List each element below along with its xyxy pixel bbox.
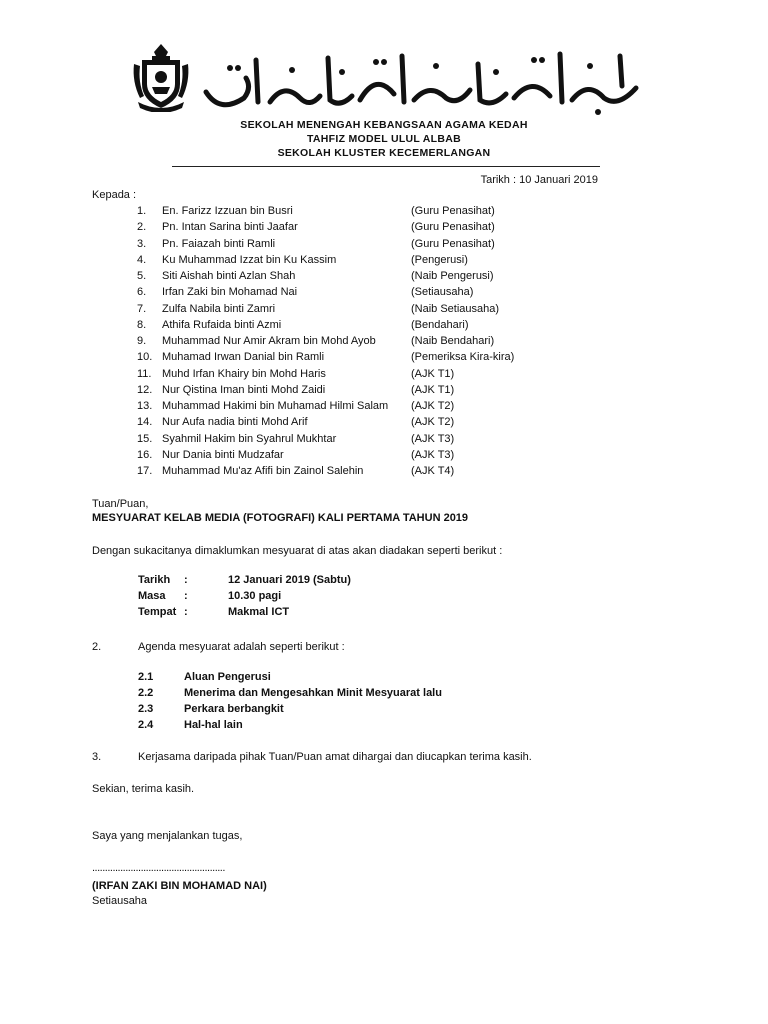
recipient-row xyxy=(92,465,652,481)
recipient-row xyxy=(92,384,652,400)
salutation: Tuan/Puan, xyxy=(92,498,149,510)
recipient-role: (Setiausaha) xyxy=(411,286,474,299)
detail-colon: : xyxy=(184,590,188,602)
recipient-number: 12. xyxy=(137,383,153,396)
recipient-name: Nur Qistina Iman binti Mohd Zaidi xyxy=(162,383,326,396)
recipient-row xyxy=(92,303,652,319)
recipient-row xyxy=(92,238,652,254)
recipient-role: (Pemeriksa Kira-kira) xyxy=(411,351,515,364)
recipient-number: 8. xyxy=(137,318,147,331)
recipient-role: (Guru Penasihat) xyxy=(411,237,495,250)
recipients-label: Kepada : xyxy=(92,189,137,201)
school-status: SEKOLAH KLUSTER KECEMERLANGAN xyxy=(277,147,491,159)
recipient-number: 15. xyxy=(137,432,153,445)
jawi-calligraphy-school-name xyxy=(200,42,648,118)
recipient-row xyxy=(92,335,652,351)
detail-label: Tarikh xyxy=(138,574,171,586)
paragraph-2-text: Agenda mesyuarat adalah seperti berikut : xyxy=(138,641,345,653)
agenda-text: Menerima dan Mengesahkan Minit Mesyuarat lalu xyxy=(184,687,442,699)
recipient-name: Athifa Rufaida binti Azmi xyxy=(162,318,282,331)
recipient-number: 7. xyxy=(137,302,147,315)
recipient-number: 10. xyxy=(137,351,153,364)
recipient-number: 5. xyxy=(137,270,147,282)
recipient-role: (Bendahari) xyxy=(411,318,469,331)
recipient-name: Syahmil Hakim bin Syahrul Mukhtar xyxy=(162,432,337,445)
recipient-number: 1. xyxy=(137,205,147,217)
recipient-row xyxy=(92,449,652,465)
recipient-row xyxy=(92,433,652,449)
detail-colon: : xyxy=(184,606,188,618)
recipient-role: (AJK T4) xyxy=(411,465,455,477)
recipient-name: Pn. Intan Sarina binti Jaafar xyxy=(162,221,298,234)
recipient-name: Nur Dania binti Mudzafar xyxy=(162,448,284,461)
recipient-row xyxy=(92,205,652,221)
duty-line: Saya yang menjalankan tugas, xyxy=(92,830,243,842)
agenda-number: 2.2 xyxy=(138,687,154,699)
school-program: TAHFIZ MODEL ULUL ALBAB xyxy=(306,133,462,145)
letter-date: Tarikh : 10 Januari 2019 xyxy=(480,174,598,186)
recipient-row xyxy=(92,254,652,270)
signature-line: .................................................... xyxy=(92,862,225,874)
detail-colon: : xyxy=(184,574,188,586)
recipient-role: (AJK T2) xyxy=(411,416,455,429)
recipient-list xyxy=(92,205,652,481)
recipient-number: 2. xyxy=(137,221,147,234)
recipient-number: 16. xyxy=(137,448,153,461)
detail-label: Masa xyxy=(138,590,166,602)
recipient-row xyxy=(92,286,652,302)
school-name: SEKOLAH MENENGAH KEBANGSAAN AGAMA KEDAH xyxy=(240,119,528,131)
agenda-number: 2.4 xyxy=(138,719,154,731)
state-crest-icon xyxy=(130,42,192,112)
recipient-name: En. Farizz Izzuan bin Busri xyxy=(162,205,293,217)
recipient-role: (Naib Bendahari) xyxy=(411,335,495,347)
closing-line: Sekian, terima kasih. xyxy=(92,783,195,795)
recipient-role: (Naib Pengerusi) xyxy=(411,270,494,282)
detail-value: Makmal ICT xyxy=(228,606,290,618)
recipient-number: 9. xyxy=(137,335,147,347)
recipient-name: Muhammad Mu'az Afifi bin Zainol Salehin xyxy=(162,465,364,477)
paragraph-2-number: 2. xyxy=(92,641,102,653)
header-divider xyxy=(172,166,600,167)
paragraph-3-number: 3. xyxy=(92,751,102,763)
recipient-role: (AJK T1) xyxy=(411,383,455,396)
recipient-role: (Naib Setiausaha) xyxy=(411,302,500,315)
agenda-text: Perkara berbangkit xyxy=(184,703,284,715)
recipient-name: Zulfa Nabila binti Zamri xyxy=(162,302,276,315)
recipient-row xyxy=(92,270,652,286)
recipient-name: Ku Muhammad Izzat bin Ku Kassim xyxy=(162,253,337,266)
recipient-name: Nur Aufa nadia binti Mohd Arif xyxy=(162,416,308,429)
recipient-role: (Guru Penasihat) xyxy=(411,221,495,234)
recipient-number: 4. xyxy=(137,253,147,266)
signer-title: Setiausaha xyxy=(92,895,148,907)
agenda-number: 2.3 xyxy=(138,703,154,715)
recipient-name: Muhammad Nur Amir Akram bin Mohd Ayob xyxy=(162,335,376,347)
recipient-name: Muhd Irfan Khairy bin Mohd Haris xyxy=(162,367,326,380)
recipient-name: Muhamad Irwan Danial bin Ramli xyxy=(162,351,325,364)
agenda-text: Aluan Pengerusi xyxy=(184,671,271,683)
letter-subject: MESYUARAT KELAB MEDIA (FOTOGRAFI) KALI PERTAMA TAHUN 2019 xyxy=(92,512,469,524)
intro-paragraph: Dengan sukacitanya dimaklumkan mesyuarat di atas akan diadakan seperti berikut : xyxy=(92,545,503,557)
paragraph-3-text: Kerjasama daripada pihak Tuan/Puan amat dihargai dan diucapkan terima kasih. xyxy=(138,751,532,763)
recipient-number: 6. xyxy=(137,286,147,299)
recipient-role: (AJK T2) xyxy=(411,400,455,412)
recipient-role: (AJK T1) xyxy=(411,367,455,380)
agenda-number: 2.1 xyxy=(138,671,154,683)
signer-name: (IRFAN ZAKI BIN MOHAMAD NAI) xyxy=(92,880,267,892)
recipient-role: (AJK T3) xyxy=(411,448,455,461)
recipient-role: (Guru Penasihat) xyxy=(411,205,495,217)
detail-label: Tempat xyxy=(138,606,177,618)
recipient-name: Irfan Zaki bin Mohamad Nai xyxy=(162,286,298,299)
recipient-row xyxy=(92,416,652,432)
recipient-name: Muhammad Hakimi bin Muhamad Hilmi Salam xyxy=(162,400,389,412)
recipient-name: Pn. Faiazah binti Ramli xyxy=(162,237,276,250)
recipient-row xyxy=(92,351,652,367)
recipient-row xyxy=(92,400,652,416)
detail-value: 10.30 pagi xyxy=(228,590,282,602)
recipient-number: 3. xyxy=(137,237,147,250)
recipient-number: 13. xyxy=(137,400,153,412)
recipient-row xyxy=(92,319,652,335)
recipient-role: (AJK T3) xyxy=(411,432,455,445)
detail-value: 12 Januari 2019 (Sabtu) xyxy=(228,574,351,586)
recipient-role: (Pengerusi) xyxy=(411,253,468,266)
recipient-number: 14. xyxy=(137,416,153,429)
recipient-number: 17. xyxy=(137,465,153,477)
recipient-row xyxy=(92,221,652,237)
agenda-text: Hal-hal lain xyxy=(184,719,243,731)
recipient-number: 11. xyxy=(137,367,152,380)
recipient-name: Siti Aishah binti Azlan Shah xyxy=(162,270,296,282)
recipient-row xyxy=(92,368,652,384)
